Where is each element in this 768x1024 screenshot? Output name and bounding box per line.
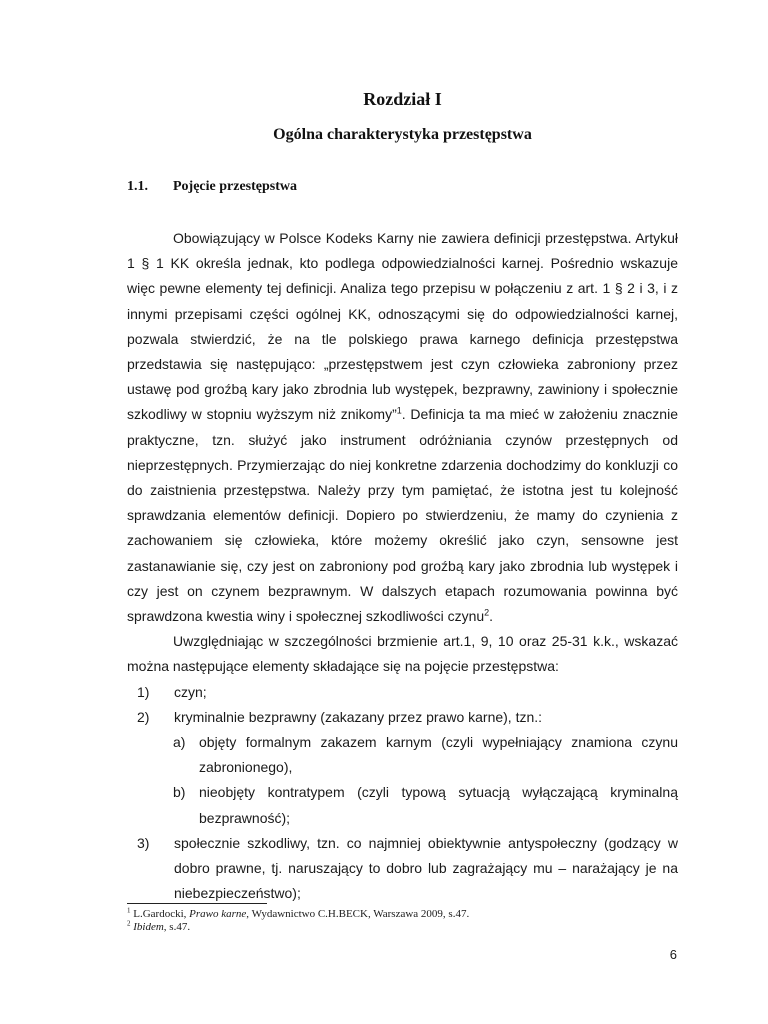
footnotes [127,908,687,934]
footnote-title: Ibidem [133,921,164,933]
list-item [127,705,678,730]
sub-list-marker: b) [173,784,186,801]
list-item-text: społecznie szkodliwy, tzn. co najmniej obiektywnie antyspołeczny (godzący w dobro prawne, tj. naruszający to dobro lub zagrażający mu – narażający je na niebezpieczeństwo); [174,834,678,902]
chapter-title: Rozdział I [363,89,442,109]
footnote-2 [127,921,687,934]
sub-list-item-text: nieobjęty kontratypem (czyli typową sytuacją wyłączającą kryminalną bezprawność); [199,784,678,826]
footnote-number: 1 [127,906,131,915]
footnote-rest: , s.47. [163,921,191,933]
section-number: 1.1. [127,179,148,194]
sub-list-marker: a) [173,734,186,751]
list-item-text: czyn; [174,683,207,700]
list-item [127,831,678,907]
paragraph-1-text-b: . Definicja ta ma mieć w założeniu znacznie praktyczne, tzn. służyć jako instrument odróżniania czynów przestępnych od nieprzestępnych. Przymierzając do niej konkretne zdarzenia dochodzimy do konkluzji co do zaistnienia przestępstwa. Należy przy tym pamiętać, że istotna jest tu kolejność sprawdzania elementów definicji. Dopiero po stwierdzeniu, że mamy do czynienia z zachowaniem się człowieka, które możemy określić jako czyn, sensowne jest zastanawianie się, czy jest on zabroniony pod groźbą kary jako zbrodnia lub występek i czy jest on czynem bezprawnym. W dalszych etapach rozumowania powinna być sprawdzona kwestia winy i społecznej szkodliwości czynu [127,406,678,625]
chapter-subtitle: Ogólna charakterystyka przestępstwa [273,126,532,143]
footnote-ref-2[interactable]: 2 [484,607,490,618]
sub-list-item [127,780,678,830]
list-marker: 3) [137,834,150,851]
footnote-title: Prawo karne [189,908,247,920]
sub-list-item-text: objęty formalnym zakazem karnym (czyli wypełniający znamiona czynu zabronionego), [199,734,678,776]
footnote-rest: , Wydawnictwo C.H.BECK, Warszawa 2009, s.47. [246,908,470,920]
section-heading [127,177,678,197]
paragraph-1-text-a: Obowiązujący w Polsce Kodeks Karny nie zawiera definicji przestępstwa. Artykuł 1 § 1 KK określa jednak, kto podlega odpowiedzialności karnej. Pośrednio wskazuje więc pewne elementy tej definicji. Analiza tego przepisu w połączeniu z art. 1 § 2 i 3, i z innymi przepisami części ogólnej KK, odnoszącymi się do odpowiedzialności karnej, pozwala stwierdzić, że na tle polskiego prawa karnego definicja przestępstwa przedstawia się następująco: „przestępstwem jest czyn człowieka zabroniony przez ustawę pod groźbą kary jako zbrodnia lub występek, bezprawny, zawiniony i społecznie szkodliwy w stopniu wyższym niż znikomy” [127,230,678,423]
sub-list-item [127,730,678,780]
list-item [127,680,678,705]
paragraph-1 [127,226,678,629]
page-number: 6 [669,947,677,962]
footnote-1 [127,908,687,921]
paragraph-1-text-c: . [489,608,494,625]
footnote-ref-1[interactable]: 1 [396,405,402,416]
footnote-author: L.Gardocki, [130,908,190,920]
elements-list [127,680,678,907]
footnote-separator [127,903,267,904]
footnote-number: 2 [127,919,131,928]
paragraph-2: Uwzględniając w szczególności brzmienie art.1, 9, 10 oraz 25-31 k.k., wskazać można następujące elementy składające się na pojęcie przestępstwa: [127,633,678,675]
list-marker: 2) [137,708,150,725]
section-title: Pojęcie przestępstwa [173,179,298,194]
list-item-text: kryminalnie bezprawny (zakazany przez prawo karne), tzn.: [174,708,543,725]
list-marker: 1) [137,683,150,700]
body-text [127,226,678,906]
